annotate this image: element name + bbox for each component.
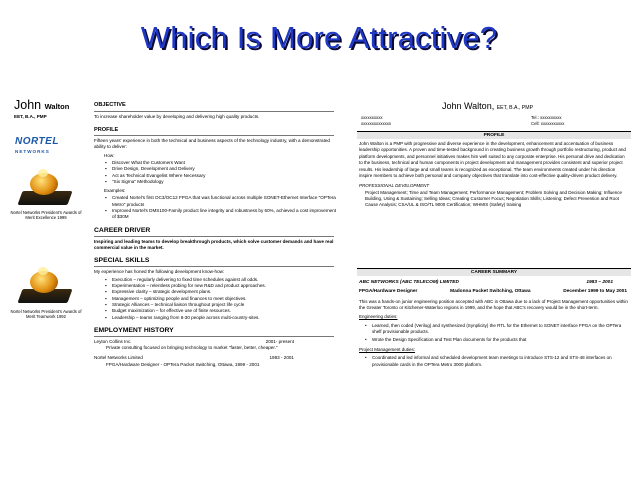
- employment-heading: EMPLOYMENT HISTORY: [94, 326, 174, 334]
- right-career-section: [359, 280, 629, 368]
- eng-duties-list: [359, 323, 629, 344]
- job-dates: December 1999 to May 2001: [563, 288, 627, 294]
- right-name-text: John Walton,: [442, 101, 495, 111]
- contact-phone: Tel.: xxxxxxxxxx: [531, 115, 562, 120]
- list-item: ▪ Created Nortel's first OC3/OC12 FPGA that was functional across multiple SONET-Ethernet Interface "OPTera Metro" products: [112, 195, 339, 208]
- list-item: ▪ Improved Nortel's DMS100-Family product line integrity and robustness by 60%, achieved a cost improvement of $30M: [112, 208, 339, 221]
- list-item: ▪ Act as Technical Evangelist Where Necessary: [112, 173, 339, 179]
- contact-right: [531, 115, 564, 127]
- pm-duties-list: [359, 355, 629, 368]
- right-name: [442, 100, 533, 113]
- objective-text: To increase shareholder value by developing and delivering high quality products.: [94, 113, 260, 119]
- left-name: [14, 97, 69, 114]
- objective-heading: OBJECTIVE: [94, 102, 126, 108]
- left-last-name: Walton: [44, 102, 70, 111]
- award-caption: Nortel Networks President's Awards of Merit Excellence 1999: [10, 210, 82, 221]
- pd-text: Project Management; Time and Team Management; Performance Management; Problem Solving and Decision Making; Influence Building, Using & Sustaining; Selling Ideas; Creating Customer Focus; Negotiation Skills; Listening; Defect Prevention and Root Cause Analysis; CSA/UL & ISO/TL 9000 Certification; WHMIS (Safety) training: [365, 189, 623, 208]
- contact-line: xxxxxxxxxx: [361, 115, 383, 120]
- job-company-dates: 1983 – 2001: [586, 280, 613, 285]
- job-title: FPGA/Hardware Designer: [359, 288, 418, 294]
- list-item: ▪ Management – optimizing people and finances to meet objectives.: [112, 296, 339, 302]
- job-intro: This was a hands-on junior engineering position accepted with ABC in Ottawa due to a lack of Project Management opportunities within the Greater Toronto or Kitchener-Waterloo regions in 1999, and the hope that ABC's recovery would be in the short-term.: [359, 298, 628, 310]
- right-profile-section: [359, 141, 629, 209]
- pm-duties-heading: Project Management duties:: [359, 346, 416, 352]
- employment-company: Nortel Networks Limited: [94, 355, 143, 361]
- divider: [94, 236, 334, 237]
- right-credentials: EET, B.A., PMP: [496, 105, 534, 111]
- trophy-icon: [16, 169, 76, 209]
- nortel-logo: [15, 135, 77, 155]
- right-profile-text: John Walton is a PMP with progressive and diverse experience in the development, enhancement and accentuation of business leadership opportunities. A proven and time-tested background in creating business growth through portfolio restructuring, product and platform developments, and personnel initiatives makes him well suited to any corporate enterprise. His personal drive and dedication to the business, technical and human components in project development and management provides consistent and superior project results. His leadership of large and small teams is recognized as exceptional. The team environments created under his direction inspire members to achieve both personal and company objectives that translate into cost-effective quality-driven product delivery.: [359, 141, 626, 178]
- logo-line-1: NORTEL: [15, 136, 59, 147]
- list-item: ▪ Discover What the Customers Want: [112, 160, 339, 166]
- list-item: ▪ Expressive clarity – strategic development plans.: [112, 289, 339, 295]
- profile-text: Fifteen years' experience in both the technical and business aspects of the technology industry, with a demonstrated ability to deliver:: [94, 138, 330, 150]
- examples-list: [94, 195, 339, 220]
- resume-left-main: [94, 99, 339, 368]
- employment-detail: Private consulting focused on bringing technology to market "faster, better, cheaper.": [106, 345, 278, 351]
- contact-cell: Cell: xxxxxxxxxxx: [531, 121, 565, 127]
- employment-company: Leyton Collins Inc.: [94, 339, 132, 345]
- employment-detail: FPGA/Hardware Designer - OPTera Packet Switching, Ottawa, 1999 - 2001: [106, 361, 260, 367]
- list-item: ▪ Execution – regularly delivering to fixed time schedules against all odds.: [112, 277, 339, 283]
- profile-heading: PROFILE: [94, 126, 119, 133]
- logo-line-2: NETWORKS: [15, 148, 50, 154]
- resume-right: [357, 100, 635, 468]
- award-caption: Nortel Networks President's Awards of Merit Teamwork 1992: [10, 309, 82, 320]
- skills-heading: SPECIAL SKILLS: [94, 257, 150, 265]
- examples-label: Examples:: [104, 188, 126, 194]
- divider: [94, 336, 334, 337]
- left-credentials: EET, B.A., PMP: [14, 114, 47, 119]
- skills-list: [94, 277, 339, 321]
- divider: [94, 111, 334, 112]
- employment-dates: 2001- present: [265, 339, 294, 345]
- resume-left-sidebar: [6, 97, 86, 467]
- career-heading: CAREER DRIVER: [94, 226, 151, 234]
- job-company-line: [359, 280, 627, 287]
- how-label: How:: [104, 152, 115, 158]
- list-item: • Coordinated and led informal and scheduled development team meetings to introduce STS-12 and STS-48 interfaces on provisionable cards in the OPTera Metro 3000 platform.: [372, 355, 629, 368]
- list-item: ▪ Leadership – teams ranging from 6-30 people across multi-country-sites.: [112, 315, 339, 321]
- resume-left: [6, 97, 339, 467]
- list-item: ▪ Budget maximization – for effective use of finite resources.: [112, 308, 339, 314]
- contact-left: [361, 115, 391, 127]
- job-unit: Madonna Packet Switching, Ottawa: [450, 288, 531, 294]
- employment-dates: 1983 - 2001: [269, 355, 294, 361]
- slide-title: Which Is More Attractive?: [140, 20, 498, 55]
- pd-heading: PROFESSIONAL DEVELOPMENT: [359, 183, 430, 189]
- list-item: • Wrote the Design Specification and Test Plan documents for the products that: [372, 337, 629, 343]
- list-item: ▪ Strategic Alliances – technical liaison throughout project life cycle: [112, 302, 339, 308]
- list-item: ▪ Drive Design, Development and Delivery: [112, 166, 339, 172]
- career-text: Inspiring and leading teams to develop breakthrough products, which solve customer demands and have real commercial value in the market.: [94, 238, 334, 251]
- list-item: • Learned, then coded (Verilog) and synthesized (Synplicity) the RTL for the Ethernet to SONET interface FPGA on the OPTera shelf provisionable products.: [372, 323, 629, 336]
- divider: [94, 266, 334, 267]
- left-first-name: John: [14, 98, 42, 112]
- eng-duties-heading: Engineering duties:: [359, 314, 398, 320]
- job-company: ABC NETWORKS (ABC TELECOM) LIMITED: [359, 280, 459, 285]
- skills-intro: My experience has honed the following development know-how:: [94, 269, 225, 275]
- how-list: [94, 160, 339, 185]
- trophy-icon: [16, 267, 76, 307]
- list-item: ▪ Experimentation – relentless probing for new R&D and product approaches.: [112, 283, 339, 289]
- list-item: ▪ "Six Sigma" Methodology: [112, 179, 339, 185]
- divider: [94, 135, 334, 136]
- career-summary-banner: CAREER SUMMARY: [357, 268, 631, 276]
- profile-banner: PROFILE: [357, 131, 631, 139]
- contact-line: xxxxxxxxxxxxxx: [361, 121, 392, 127]
- job-title-line: [359, 289, 627, 296]
